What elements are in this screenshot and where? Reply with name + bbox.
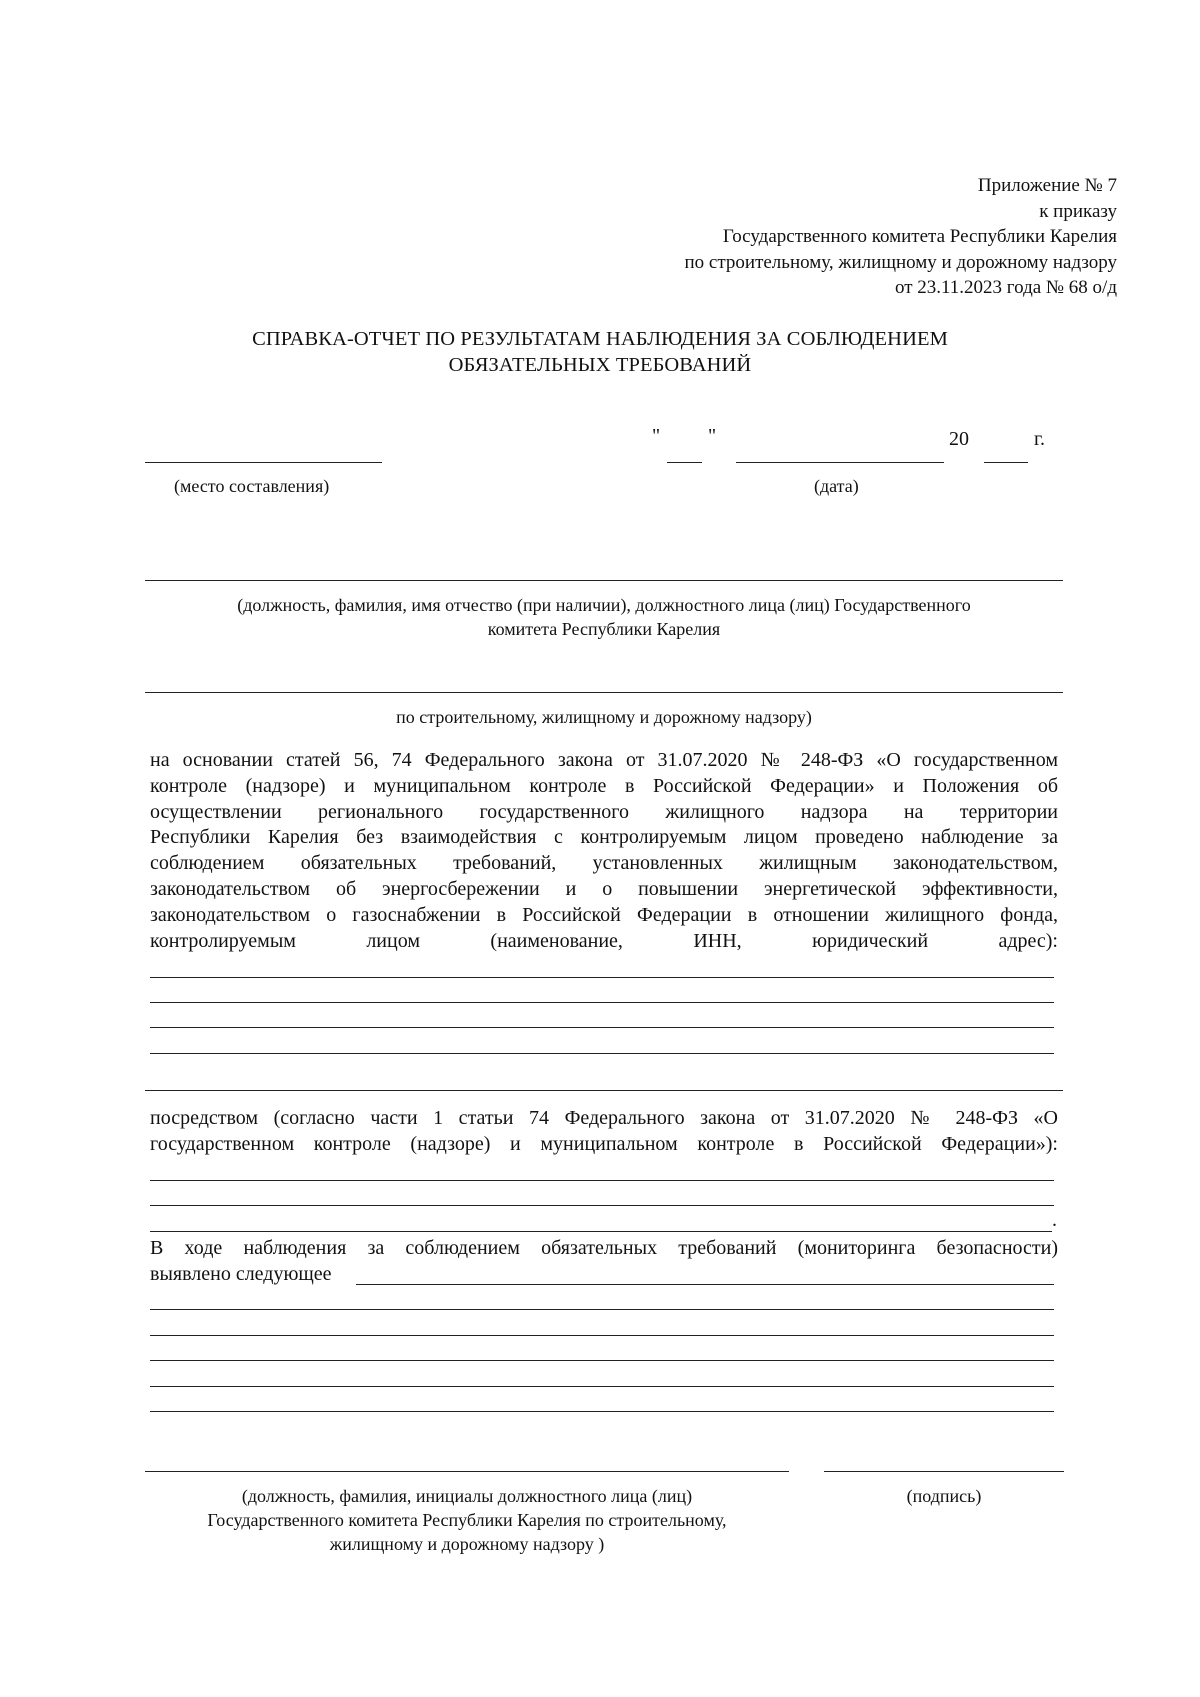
official-caption — [145, 593, 1063, 641]
official-caption-line-2: комитета Республики Карелия — [487, 619, 721, 639]
signer-caption-line-3: жилищному и дорожному надзору ) — [329, 1534, 605, 1554]
appendix-order-ref: к приказу — [1039, 200, 1117, 222]
official-field-line-2[interactable] — [145, 692, 1063, 693]
signer-caption-line-2: Государственного комитета Республики Карелия по строительному, — [207, 1510, 727, 1530]
basis-line-3: осуществлении регионального государственного жилищного надзора на территории — [150, 800, 1058, 823]
appendix-order-date: от 23.11.2023 года № 68 о/д — [894, 277, 1117, 298]
appendix-committee: Государственного комитета Республики Карелия — [722, 226, 1117, 247]
signer-caption — [145, 1484, 789, 1556]
year-prefix: 20 — [949, 428, 969, 450]
title-line-1: СПРАВКА-ОТЧЕТ ПО РЕЗУЛЬТАТАМ НАБЛЮДЕНИЯ ЗА СОБЛЮДЕНИЕМ — [252, 328, 948, 350]
official-caption-scope: по строительному, жилищному и дорожному надзору) — [396, 707, 812, 727]
basis-line-7: законодательством о газоснабжении в Российской Федерации в отношении жилищного фонда, — [150, 903, 1058, 926]
signature-field-line[interactable] — [824, 1471, 1064, 1472]
entity-field-line-1[interactable] — [150, 977, 1054, 978]
findings-line-2: выявлено следующее — [150, 1263, 332, 1285]
appendix-committee-scope: по строительному, жилищному и дорожному надзору — [684, 251, 1117, 273]
entity-field-line-2[interactable] — [150, 1002, 1054, 1003]
entity-field-line-3[interactable] — [150, 1027, 1054, 1028]
day-field-line[interactable] — [667, 462, 702, 463]
quote-close: " — [708, 425, 717, 447]
place-caption: (место составления) — [174, 476, 330, 496]
basis-line-4: Республики Карелия без взаимодействия с контролируемым лицом проведено наблюдение за — [150, 826, 1058, 849]
findings-field-line-1[interactable] — [150, 1309, 1054, 1310]
year-field-line[interactable] — [984, 462, 1028, 463]
quote-open: " — [652, 425, 661, 447]
title-line-2: ОБЯЗАТЕЛЬНЫХ ТРЕБОВАНИЙ — [448, 354, 752, 376]
signature-caption: (подпись) — [906, 1486, 982, 1506]
signer-field-line[interactable] — [145, 1471, 789, 1472]
means-field-line-2[interactable] — [150, 1205, 1054, 1206]
official-field-line[interactable] — [145, 580, 1063, 581]
basis-paragraph — [150, 748, 1058, 954]
means-end-period: . — [1052, 1209, 1057, 1231]
year-suffix: г. — [1034, 428, 1045, 450]
findings-line-1: В ходе наблюдения за соблюдением обязательных требований (мониторинга безопасности) — [150, 1237, 1058, 1259]
means-line-2: государственном контроле (надзоре) и муниципальном контроле в Российской Федерации»): — [150, 1132, 1058, 1155]
appendix-header — [685, 173, 1117, 301]
basis-line-1: на основании статей 56, 74 Федерального закона от 31.07.2020 № 248-ФЗ «О государственном — [150, 749, 1058, 771]
findings-field-line-4[interactable] — [150, 1386, 1054, 1387]
means-field-line-1[interactable] — [150, 1180, 1054, 1181]
findings-field-line-inline[interactable] — [356, 1284, 1054, 1285]
entity-field-line-4[interactable] — [150, 1053, 1054, 1054]
means-line-1: посредством (согласно части 1 статьи 74 Федерального закона от 31.07.2020 № 248-ФЗ «О — [150, 1107, 1058, 1129]
findings-field-line-3[interactable] — [150, 1360, 1054, 1361]
basis-line-2: контроле (надзоре) и муниципальном контроле в Российской Федерации» и Положения об — [150, 774, 1058, 797]
signer-caption-line-1: (должность, фамилия, инициалы должностного лица (лиц) — [241, 1486, 693, 1506]
basis-line-8-text: контролируемым лицом (наименование, ИНН, юридический адрес): — [150, 929, 1058, 952]
date-caption: (дата) — [814, 476, 859, 496]
findings-field-line-2[interactable] — [150, 1335, 1054, 1336]
month-field-line[interactable] — [736, 462, 944, 463]
means-paragraph — [150, 1106, 1058, 1158]
basis-line-6: законодательством об энергосбережении и о повышении энергетической эффективности, — [150, 877, 1058, 900]
basis-line-8 — [150, 929, 1058, 955]
findings-field-line-5[interactable] — [150, 1411, 1054, 1412]
place-field-line[interactable] — [145, 462, 382, 463]
basis-line-5: соблюдением обязательных требований, установленных жилищным законодательством, — [150, 852, 1058, 875]
appendix-number: Приложение № 7 — [977, 175, 1117, 196]
document-title — [0, 326, 1200, 378]
findings-paragraph — [150, 1236, 1058, 1262]
official-caption-line-1: (должность, фамилия, имя отчество (при наличии), должностного лица (лиц) Государственного — [237, 595, 971, 615]
means-field-line-3[interactable] — [150, 1231, 1052, 1232]
entity-field-line-5[interactable] — [145, 1090, 1063, 1091]
